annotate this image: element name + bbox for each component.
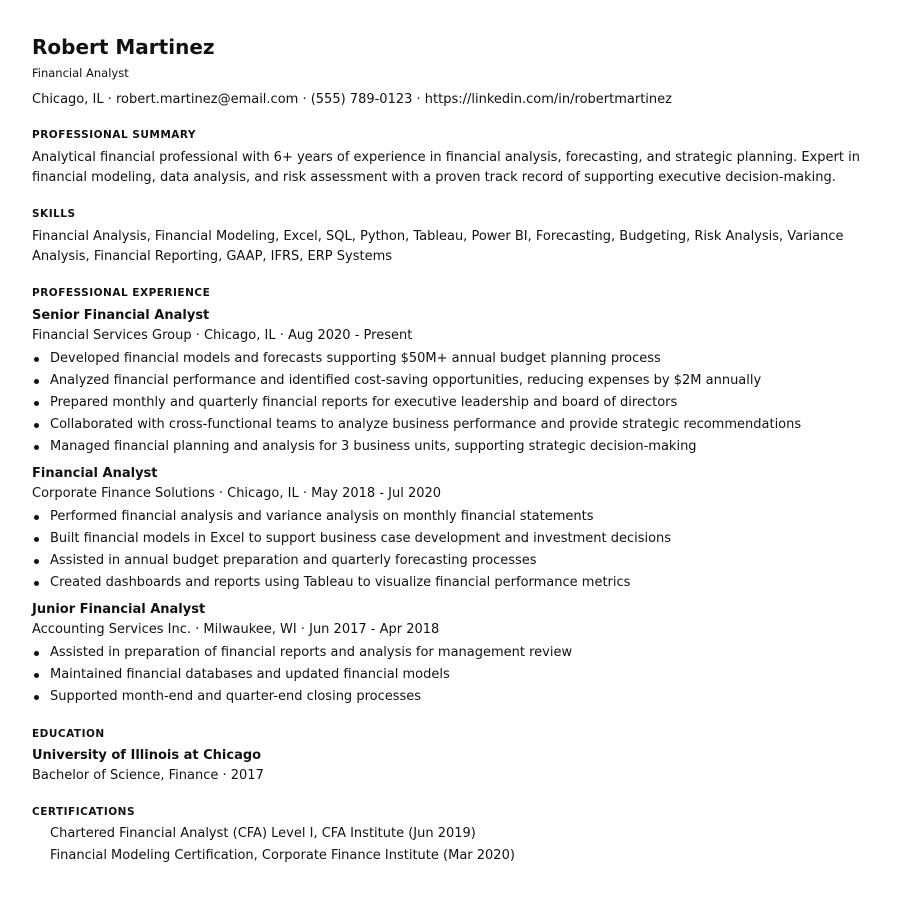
contact-line: Chicago, IL · robert.martinez@email.com · (555) 789-0123 · https://linkedin.com/in/robertmartinez <box>32 92 672 107</box>
list-item: Performed financial analysis and variance analysis on monthly financial statements <box>32 506 868 528</box>
certifications-heading: CERTIFICATIONS <box>32 806 136 818</box>
skills-text: Financial Analysis, Financial Modeling, Excel, SQL, Python, Tableau, Power BI, Forecasting, Budgeting, Risk Analysis, Variance Analysis, Financial Reporting, GAAP, IFRS, ERP Systems <box>32 229 844 264</box>
summary-text: Analytical financial professional with 6+ years of experience in financial analysis, forecasting, and strategic planning. Expert in financial modeling, data analysis, and risk assessment with a proven track record of supporting executive decision-making. <box>32 150 860 185</box>
education-degree: Bachelor of Science, Finance · 2017 <box>32 768 264 783</box>
job-title: Senior Financial Analyst <box>32 308 210 323</box>
job-entry <box>32 600 868 708</box>
job-entry <box>32 306 868 458</box>
summary-heading: PROFESSIONAL SUMMARY <box>32 129 197 141</box>
skills-section <box>32 207 868 267</box>
job-title: Junior Financial Analyst <box>32 602 206 617</box>
certifications-list <box>32 823 868 867</box>
job-entry <box>32 464 868 594</box>
summary-section <box>32 128 868 188</box>
list-item: Created dashboards and reports using Tableau to visualize financial performance metrics <box>32 572 868 594</box>
job-meta: Financial Services Group · Chicago, IL · Aug 2020 - Present <box>32 328 413 343</box>
list-item: Managed financial planning and analysis for 3 business units, supporting strategic decision-making <box>32 436 868 458</box>
list-item: Prepared monthly and quarterly financial reports for executive leadership and board of directors <box>32 392 868 414</box>
list-item: Developed financial models and forecasts supporting $50M+ annual budget planning process <box>32 348 868 370</box>
candidate-name: Robert Martinez <box>32 35 215 59</box>
list-item: Maintained financial databases and updated financial models <box>32 664 868 686</box>
education-section <box>32 727 868 786</box>
list-item: Assisted in preparation of financial reports and analysis for management review <box>32 642 868 664</box>
list-item: Chartered Financial Analyst (CFA) Level I, CFA Institute (Jun 2019) <box>50 826 476 841</box>
list-item: Collaborated with cross-functional teams to analyze business performance and provide strategic recommendations <box>32 414 868 436</box>
education-school: University of Illinois at Chicago <box>32 748 262 763</box>
list-item: Supported month-end and quarter-end closing processes <box>32 686 868 708</box>
job-meta: Accounting Services Inc. · Milwaukee, WI · Jun 2017 - Apr 2018 <box>32 622 440 637</box>
skills-heading: SKILLS <box>32 208 76 220</box>
certifications-section <box>32 805 868 867</box>
job-title: Financial Analyst <box>32 466 158 481</box>
list-item: Financial Modeling Certification, Corporate Finance Institute (Mar 2020) <box>50 848 515 863</box>
job-bullets <box>32 506 868 594</box>
experience-section <box>32 286 868 708</box>
job-bullets <box>32 642 868 708</box>
job-bullets <box>32 348 868 458</box>
list-item: Built financial models in Excel to support business case development and investment decisions <box>32 528 868 550</box>
experience-heading: PROFESSIONAL EXPERIENCE <box>32 287 211 299</box>
candidate-headline: Financial Analyst <box>32 66 129 80</box>
list-item: Assisted in annual budget preparation and quarterly forecasting processes <box>32 550 868 572</box>
education-heading: EDUCATION <box>32 728 105 740</box>
list-item: Analyzed financial performance and identified cost-saving opportunities, reducing expenses by $2M annually <box>32 370 868 392</box>
job-meta: Corporate Finance Solutions · Chicago, IL · May 2018 - Jul 2020 <box>32 486 442 501</box>
